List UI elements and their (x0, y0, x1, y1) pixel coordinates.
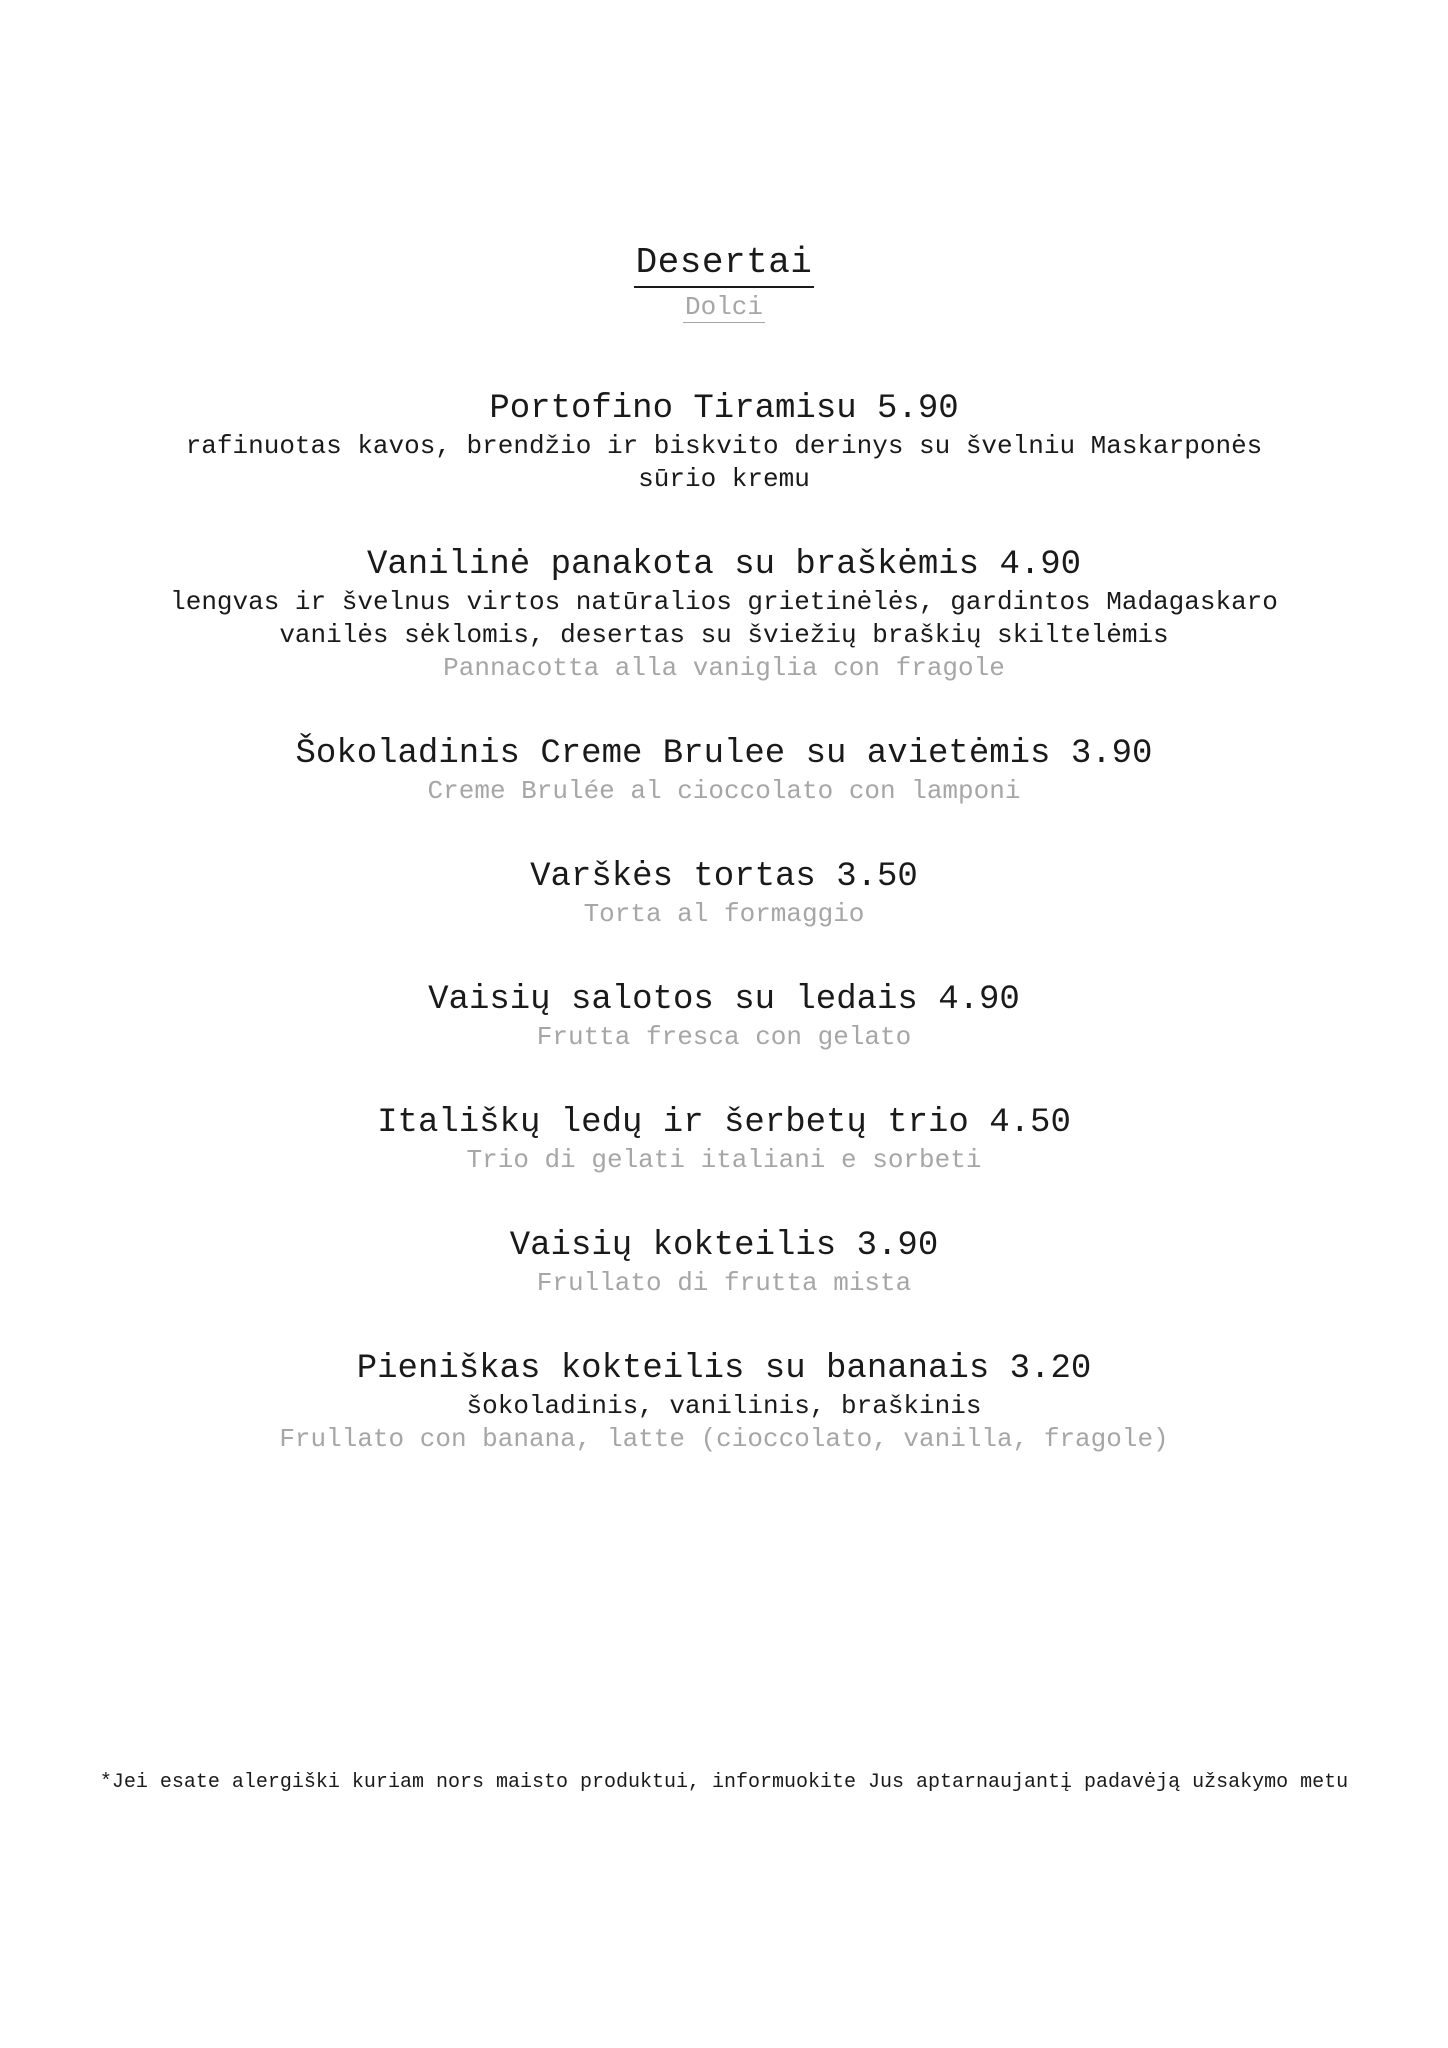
menu-item-name: Varškės tortas 3.50 (530, 858, 918, 896)
menu-item (0, 388, 1448, 496)
menu-header (0, 240, 1448, 323)
menu-item (0, 544, 1448, 685)
menu-item (0, 1102, 1448, 1177)
menu-item-description (0, 430, 1448, 496)
menu-item-description (0, 1390, 1448, 1423)
menu-item (0, 733, 1448, 808)
menu-item-description-line: šokoladinis, vanilinis, braškinis (466, 1391, 982, 1421)
menu-item-description (0, 586, 1448, 652)
page-title: Desertai (634, 240, 815, 288)
menu-item-italian-name: Frullato con banana, latte (cioccolato, vanilla, fragole) (279, 1424, 1169, 1454)
menu-item (0, 1348, 1448, 1456)
menu-item-description-line: rafinuotas kavos, brendžio ir biskvito derinys su švelniu Maskarponės (185, 431, 1263, 461)
menu-item-name: Portofino Tiramisu 5.90 (489, 390, 959, 428)
menu-item-name: Itališkų ledų ir šerbetų trio 4.50 (377, 1104, 1071, 1142)
menu-item-italian-name: Trio di gelati italiani e sorbeti (466, 1145, 982, 1175)
menu-item-name: Šokoladinis Creme Brulee su avietėmis 3.90 (295, 735, 1153, 773)
menu-item-description-line: lengvas ir švelnus virtos natūralios grietinėlės, gardintos Madagaskaro (170, 587, 1278, 617)
menu-item-name: Pieniškas kokteilis su bananais 3.20 (356, 1350, 1092, 1388)
allergy-footnote: *Jei esate alergiški kuriam nors maisto produktui, informuokite Jus aptarnaujantį padavėją užsakymo metu (99, 1771, 1349, 1794)
menu-item (0, 1225, 1448, 1300)
menu-item-name: Vaisių salotos su ledais 4.90 (428, 981, 1020, 1019)
menu-item-italian-name: Creme Brulée al cioccolato con lamponi (427, 776, 1021, 806)
menu-item-italian-name: Frullato di frutta mista (536, 1268, 912, 1298)
menu-items (0, 388, 1448, 1504)
subtitle-wrap (0, 292, 1448, 323)
menu-item-italian-name: Torta al formaggio (583, 899, 865, 929)
page-subtitle: Dolci (684, 292, 763, 322)
menu-item-italian-name: Frutta fresca con gelato (536, 1022, 912, 1052)
menu-item-name: Vanilinė panakota su braškėmis 4.90 (366, 546, 1082, 584)
menu-item-description-line: sūrio kremu (638, 464, 810, 494)
menu-item (0, 979, 1448, 1054)
menu-item-name: Vaisių kokteilis 3.90 (509, 1227, 939, 1265)
menu-item (0, 856, 1448, 931)
menu-item-description-line: vanilės sėklomis, desertas su šviežių braškių skiltelėmis (279, 620, 1169, 650)
menu-item-italian-name: Pannacotta alla vaniglia con fragole (443, 653, 1005, 683)
